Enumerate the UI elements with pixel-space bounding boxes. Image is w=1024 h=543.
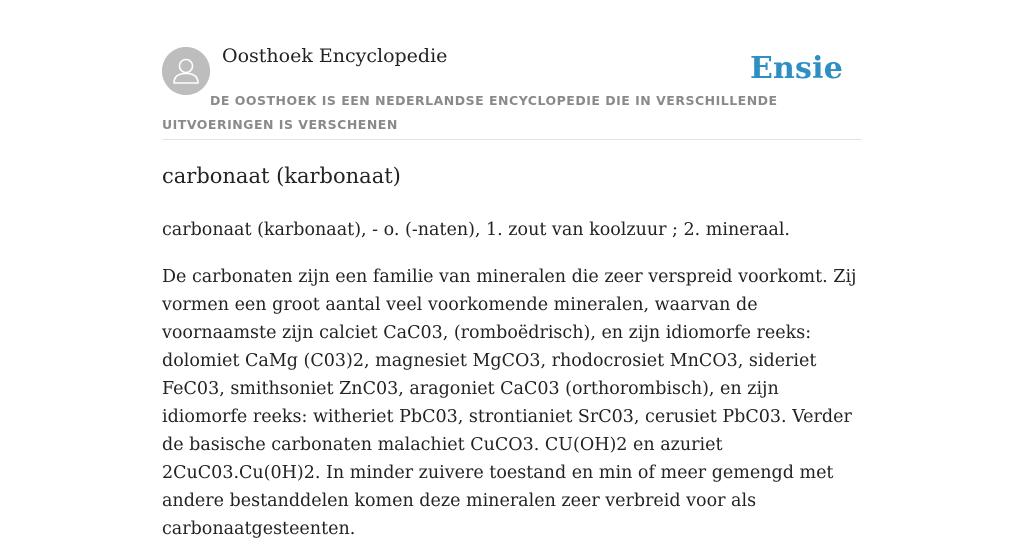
user-avatar-icon (162, 47, 210, 95)
source-description: DE OOSTHOEK IS EEN NEDERLANDSE ENCYCLOPEDIE DIE IN VERSCHILLENDE UITVOERINGEN IS VERSCHENEN (162, 93, 778, 132)
article-body: De carbonaten zijn een familie van mineralen die zeer verspreid voorkomt. Zij vormen een groot aantal veel voorkomende mineralen, waarvan de voornaamste zijn calciet CaC03, (romboëdrisch), en zijn idiomorfe reeks: dolomiet CaMg (C03)2, magnesiet MgCO3, rhodocrosiet MnCO3, sideriet FeC03, smithsoniet ZnC03, aragoniet CaC03 (orthorombisch), en zijn idiomorfe reeks: witheriet PbC03, strontianiet SrC03, cerusiet PbC03. Verder de basische carbonaten malachiet CuCO3. CU(OH)2 en azuriet 2CuC03.Cu(0H)2. In minder zuivere toestand en min of meer gemengd met andere bestanddelen komen deze mineralen zeer verbreid voor als carbonaatgesteenten. (162, 267, 857, 539)
article-definition: carbonaat (karbonaat), - o. (-naten), 1. zout van koolzuur ; 2. mineraal. (162, 220, 790, 240)
page (162, 0, 862, 539)
source-avatar[interactable] (162, 47, 210, 95)
source-title-link[interactable]: Oosthoek Encyclopedie (222, 45, 448, 67)
source-header (162, 0, 862, 140)
article-title: carbonaat (karbonaat) (162, 164, 401, 188)
ensie-logo-link[interactable]: Ensie (749, 51, 843, 86)
